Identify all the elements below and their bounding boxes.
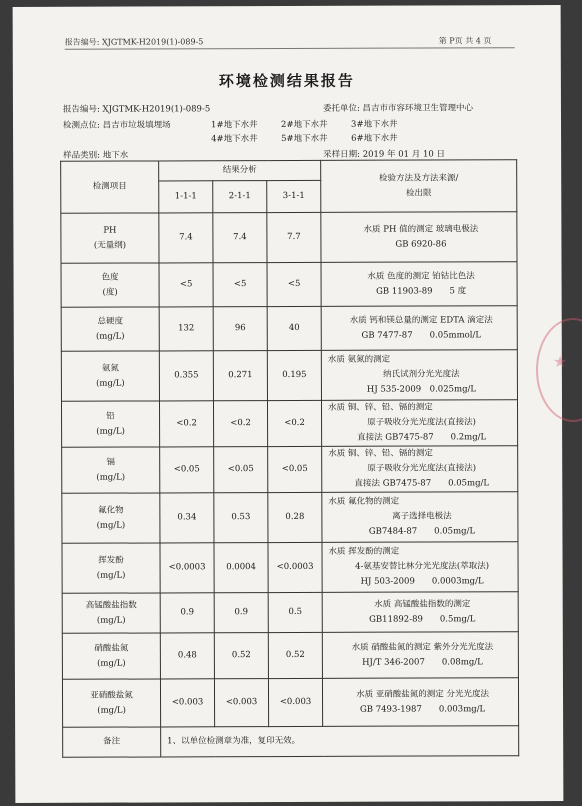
header-page-number: 第 P页 共 4 页 [438,36,492,46]
item-unit: (mg/L) [96,615,126,626]
value-cell: 0.271 [213,351,267,401]
value-cell: 0.34 [160,493,214,543]
item-unit: (mg/L) [97,705,126,716]
method-cell [322,400,518,447]
item-cell [61,213,159,263]
table-row [62,492,518,544]
item-cell [61,307,159,351]
value-cell: 7.4 [159,213,213,263]
item-name: 总硬度 [97,316,123,327]
value-cell: 0.9 [160,593,214,633]
info-point-2: 2#地下水井 [281,119,328,131]
info-points-label: 检测点位: 昌吉市垃圾填埋场 [63,120,171,131]
remark-text: 1、以单位检测章为准，复印无效。 [161,726,519,757]
table-row [61,400,517,448]
col-method-header: 检验方法及方法来源/ 检出限 [321,160,517,213]
method-cell [322,492,518,543]
remark-label: 备注 [63,727,161,757]
header-report-number: 报告编号: XJGTMK-H2019(1)-089-5 [64,37,204,47]
method-line: 离子选择电极法 [392,511,452,522]
table-row [61,306,517,352]
header-divider [65,47,515,50]
seal-star-icon: ★ [553,352,568,371]
value-cell: 0.5 [268,592,322,632]
info-sample-type: 样品类别: 地下水 [63,150,129,161]
item-cell [62,679,160,727]
sample-id-2: 2-1-1 [213,181,267,213]
method-line: 直接法 GB7475-87 0.05mg/L [354,478,490,489]
item-name: PH [103,225,117,236]
method-line: 直接法 GB7475-87 0.2mg/L [357,432,487,443]
method-line: 水质 硝酸盐氮的测定 紫外分光光度法 [351,641,494,653]
info-point-6: 6#地下水井 [351,133,398,144]
method-line: 原子吸收分光光度法(直接法) [367,417,476,428]
value-cell: <5 [159,263,213,307]
method-line: HJ/T 346-2007 0.08mg/L [362,656,483,668]
item-unit: (mg/L) [96,378,125,389]
report-title: 环境检测结果报告 [218,71,355,91]
value-cell: <0.05 [214,447,268,493]
value-cell: <0.2 [159,401,213,447]
value-cell: <0.003 [214,679,268,727]
method-line: GB 7477-87 0.05mmol/L [361,329,482,341]
value-cell: 0.355 [159,351,213,401]
table-row [62,632,518,680]
info-point-5: 5#地下水井 [281,133,328,145]
sample-id-3: 3-1-1 [267,180,321,212]
item-name: 挥发酚 [98,555,124,566]
value-cell: 0.52 [268,632,322,678]
method-line: GB7484-87 0.05mg/L [368,526,476,537]
value-cell: 0.28 [268,492,322,542]
sample-id-1: 1-1-1 [159,181,213,213]
item-cell [61,351,159,401]
results-table [60,159,519,758]
report-page [13,5,564,803]
table-row [62,542,518,594]
method-cell [322,678,518,727]
info-sample-date: 采样日期: 2019 年 01 月 10 日 [323,149,445,160]
item-cell [62,447,160,493]
method-line: 水质 铜、锌、铅、镉的测定 [328,448,433,459]
item-name: 氨氮 [101,363,119,374]
item-cell [62,493,160,543]
item-cell [61,263,159,307]
method-cell [322,446,518,493]
method-line: 纳氏试剂分光光度法 [383,369,460,380]
item-name: 铅 [106,411,115,422]
table-row [62,592,518,634]
method-line: 水质 色度的测定 铂钴比色法 [367,270,475,282]
method-cell [322,592,518,633]
item-cell [62,633,160,679]
value-cell: 0.52 [214,633,268,679]
method-cell [321,350,517,401]
info-report-number: 报告编号: XJGTMK-H2019(1)-089-5 [62,104,211,115]
method-line: 水质 挥发酚的测定 [328,546,400,557]
info-point-3: 3#地下水井 [351,119,398,130]
value-cell: <5 [267,262,321,306]
method-line: 水质 高锰酸盐指数的测定 [374,598,471,610]
table-row [61,262,517,308]
value-cell: <5 [213,263,267,307]
value-cell: <0.0003 [268,542,322,592]
item-unit: (mg/L) [97,658,126,669]
method-cell [322,632,518,679]
value-cell: 0.9 [214,593,268,633]
method-line: 水质 亚硝酸盐氮的测定 分光光度法 [356,688,489,700]
item-unit: (无量纲) [93,240,127,251]
method-line: HJ 535-2009 0.025mg/L [366,384,477,395]
table-row [61,212,517,264]
value-cell: <0.2 [213,401,267,447]
value-cell: <0.003 [160,679,214,727]
value-cell: 0.53 [214,493,268,543]
table-row [62,446,518,494]
value-cell: 96 [213,307,267,351]
info-point-1: 1#地下水井 [211,120,258,131]
item-unit: (mg/L) [96,472,126,483]
col-results-header: 结果分析 [159,160,321,181]
method-cell [321,212,517,263]
info-point-4: 4#地下水井 [211,134,258,145]
method-line: 水质 PH 值的测定 玻璃电极法 [363,223,479,235]
method-line: 水质 钙和镁总量的测定 EDTA 滴定法 [349,314,493,326]
value-cell: 0.48 [160,633,214,679]
item-name: 氟化物 [98,505,124,516]
method-line: 水质 铜、锌、铅、镉的测定 [328,402,433,413]
item-name: 高锰酸盐指数 [85,600,137,611]
value-cell: 40 [267,306,321,350]
method-line: GB 6920-86 [395,238,447,250]
item-cell [62,593,160,633]
value-cell: <0.0003 [160,543,214,593]
value-cell: <0.05 [160,447,214,493]
method-cell [321,306,517,351]
item-name: 镉 [106,457,115,468]
method-line: GB 7493-1987 0.003mg/L [359,703,486,715]
value-cell: 7.7 [267,212,321,262]
value-cell: <0.2 [267,400,321,446]
item-name: 硝酸盐氮 [94,643,129,654]
table-row [61,350,517,402]
item-name: 色度 [101,272,119,283]
item-unit: (度) [102,287,118,298]
info-client: 委托单位: 昌吉市市容环境卫生管理中心 [322,103,474,114]
method-line: 原子吸收分光光度法(直接法) [367,463,477,474]
item-unit: (mg/L) [96,426,125,437]
method-line: 水质 氨氮的测定 [327,354,391,365]
method-cell [321,262,517,307]
col-item-header: 检测项目 [61,161,159,213]
remark-row [63,726,519,758]
method-line: GB11892-89 0.5mg/L [369,613,476,625]
value-cell: <0.003 [268,678,322,726]
item-unit: (mg/L) [95,331,125,342]
value-cell: 0.0004 [214,543,268,593]
item-cell [61,401,159,447]
item-unit: (mg/L) [96,520,126,531]
value-cell: 0.195 [267,350,321,400]
value-cell: <0.05 [268,446,322,492]
method-cell [322,542,518,593]
method-line: HJ 503-2009 0.0003mg/L [360,576,484,587]
header-row [61,160,517,182]
method-line: 4-氨基安替比林分光光度法(萃取法) [355,561,490,572]
item-unit: (mg/L) [96,570,126,581]
item-name: 亚硝酸盐氮 [90,690,133,701]
table-row [62,678,518,728]
item-cell [62,543,160,593]
method-line: GB 11903-89 5 度 [376,285,467,297]
method-line: 水质 氟化物的测定 [328,496,400,507]
value-cell: 132 [159,307,213,351]
value-cell: 7.4 [213,213,267,263]
